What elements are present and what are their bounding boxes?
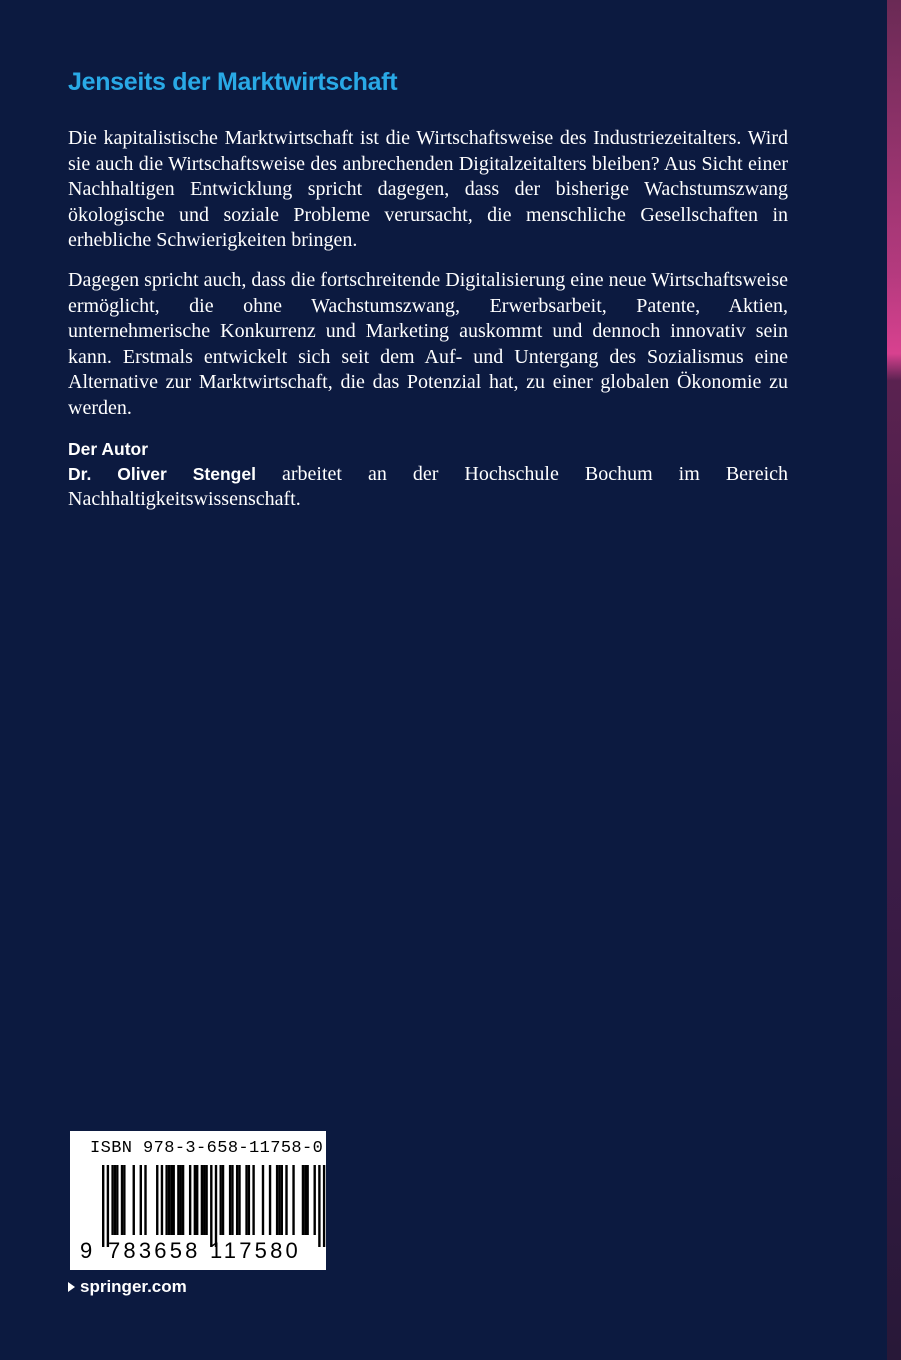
barcode-bar bbox=[222, 1165, 224, 1235]
author-heading: Der Autor bbox=[68, 438, 149, 459]
barcode-bar bbox=[107, 1165, 109, 1247]
barcode-bar bbox=[156, 1165, 158, 1235]
barcode-digit-first: 9 bbox=[80, 1238, 93, 1263]
barcode-bar bbox=[133, 1165, 135, 1235]
barcode-bar bbox=[278, 1165, 280, 1235]
barcode-bar bbox=[144, 1165, 146, 1235]
barcode-bar bbox=[168, 1165, 170, 1235]
barcode-bar bbox=[276, 1165, 278, 1235]
barcode-bar bbox=[302, 1165, 304, 1235]
barcode-bar bbox=[170, 1165, 172, 1235]
isbn-label: ISBN 978-3-658-11758-0 bbox=[90, 1139, 324, 1158]
barcode-bar bbox=[189, 1165, 191, 1235]
barcode-bar bbox=[194, 1165, 196, 1235]
barcode-digit-group-1: 783658 bbox=[108, 1238, 201, 1263]
barcode-bar bbox=[314, 1165, 316, 1235]
spine-accent-strip bbox=[887, 0, 901, 1360]
blurb-paragraph-1: Die kapitalistische Marktwirtschaft ist die Wirtschaftsweise des Industriezeitalters. Wird sie auch die Wirtschaftsweise des anbrechenden Digitalzeitalters bleiben? Aus Sicht einer Nachhaltigen Entwicklung spricht dagegen, dass der bisherige Wachstumszwang ökologische und soziale Probleme verursacht, die menschliche Gesellschaften in erhebliche Schwierigkeiten bringen. bbox=[68, 127, 788, 252]
barcode-bar bbox=[161, 1165, 163, 1235]
blurb-paragraph-2: Dagegen spricht auch, dass die fortschreitende Digitalisierung eine neue Wirtschaftsweise ermöglicht, die ohne Wachstumszwang, Erwerbsarbeit, Patente, Aktien, unternehmerische Konkurrenz und Marketing auskommt und dennoch innovativ sein kann. Erstmals entwickelt sich seit dem Auf- und Untergang des Sozialismus eine Alternative zur Marktwirtschaft, die das Potenzial hat, zu einer globalen Ökonomie zu werden. bbox=[68, 268, 788, 419]
book-title: Jenseits der Marktwirtschaft bbox=[68, 68, 398, 96]
barcode-bar bbox=[102, 1165, 104, 1247]
barcode-bar bbox=[281, 1165, 283, 1235]
publisher-link[interactable] bbox=[68, 1277, 187, 1297]
barcode-bar bbox=[248, 1165, 250, 1235]
barcode-bar bbox=[205, 1165, 207, 1235]
barcode-bar bbox=[304, 1165, 306, 1235]
barcode-bar bbox=[252, 1165, 254, 1235]
barcode-digit-group-2: 117580 bbox=[210, 1238, 301, 1263]
barcode-bar bbox=[116, 1165, 118, 1235]
barcode-bar bbox=[285, 1165, 287, 1235]
barcode-bar bbox=[210, 1165, 212, 1247]
author-name: Dr. Oliver Stengel bbox=[68, 463, 256, 484]
barcode-bar bbox=[236, 1165, 238, 1235]
barcode-bar bbox=[318, 1165, 320, 1247]
publisher-link-text[interactable]: springer.com bbox=[80, 1277, 187, 1296]
barcode-bar bbox=[111, 1165, 113, 1235]
blurb-content bbox=[68, 126, 788, 513]
barcode-bar bbox=[196, 1165, 198, 1235]
barcode-bar bbox=[203, 1165, 205, 1235]
barcode-bar bbox=[114, 1165, 116, 1235]
barcode-bar bbox=[306, 1165, 308, 1235]
barcode-bar bbox=[201, 1165, 203, 1235]
barcode-bar bbox=[123, 1165, 125, 1235]
barcode-bar bbox=[177, 1165, 179, 1235]
barcode-bar bbox=[323, 1165, 325, 1247]
barcode-bar bbox=[220, 1165, 222, 1235]
isbn-barcode bbox=[70, 1131, 326, 1270]
barcode-bar bbox=[292, 1165, 294, 1235]
barcode-bar bbox=[231, 1165, 233, 1235]
barcode-bar bbox=[182, 1165, 184, 1235]
barcode-bar bbox=[238, 1165, 240, 1235]
barcode-bar bbox=[262, 1165, 264, 1235]
author-bio-text: arbeitet an der Hochschule Bochum im Bereich Nachhaltigkeitswissenschaft. bbox=[68, 462, 789, 511]
barcode-bar bbox=[121, 1165, 123, 1235]
barcode-bar bbox=[165, 1165, 167, 1235]
barcode-bar bbox=[180, 1165, 182, 1235]
arrow-right-icon bbox=[68, 1282, 75, 1292]
barcode-bar bbox=[215, 1165, 217, 1247]
barcode-bar bbox=[269, 1165, 271, 1235]
barcode-bar bbox=[229, 1165, 231, 1235]
barcode-bar bbox=[173, 1165, 175, 1235]
barcode-bar bbox=[245, 1165, 247, 1235]
author-bio bbox=[68, 462, 788, 513]
barcode-bar bbox=[140, 1165, 142, 1235]
barcode-digits bbox=[70, 1238, 326, 1268]
